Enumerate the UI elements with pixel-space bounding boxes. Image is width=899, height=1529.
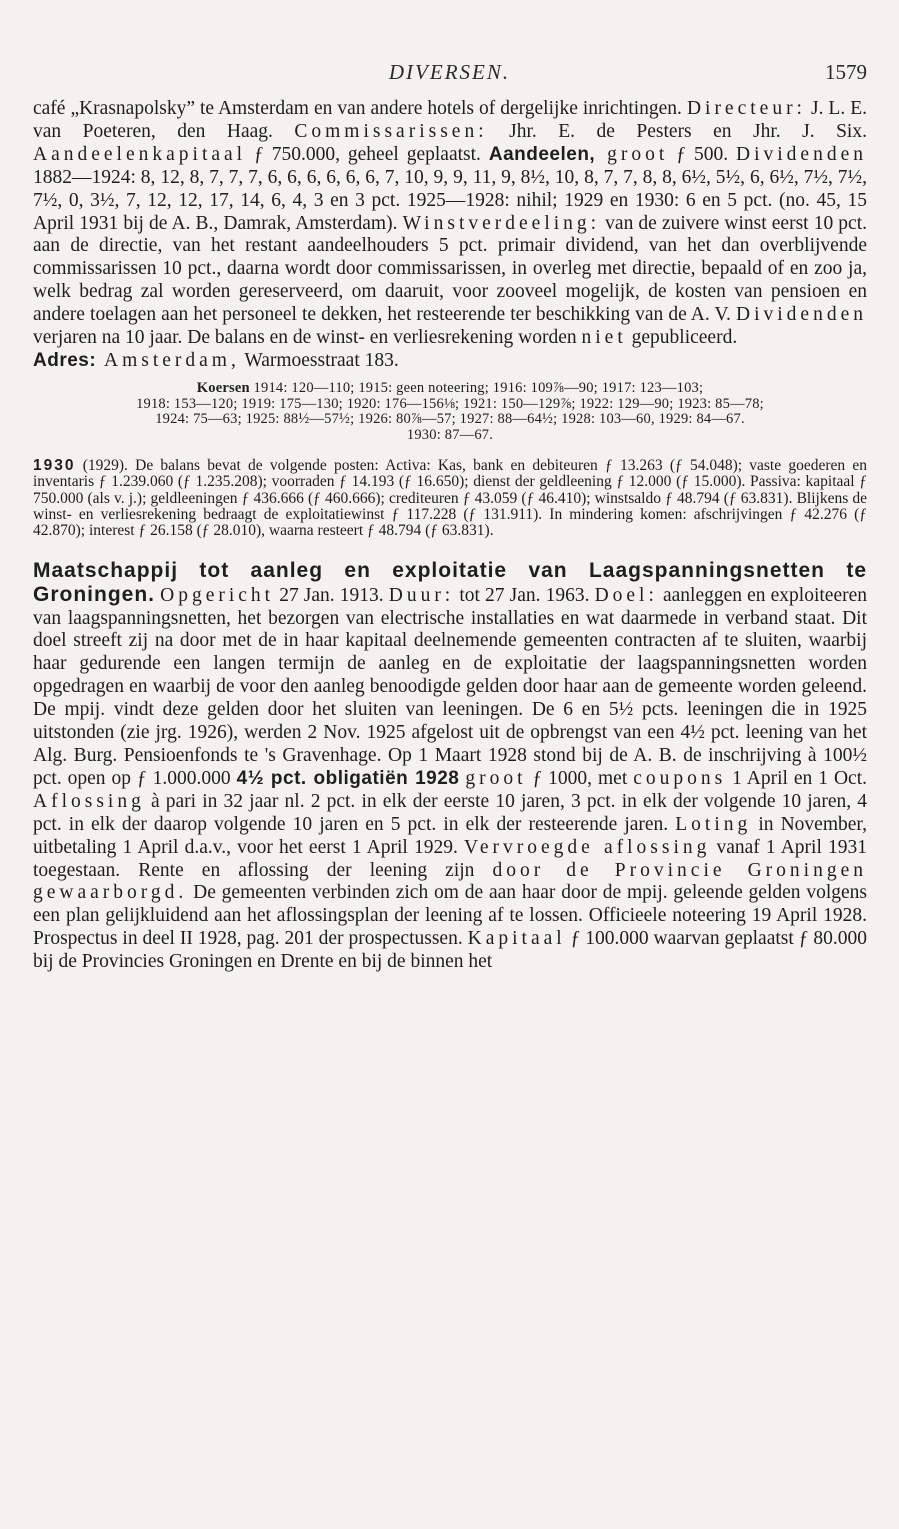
text-run: ƒ 100.000 waarvan geplaatst ƒ 80.000 bij de Provincies Groningen en Drente en bij de binnen het: [33, 928, 867, 973]
groot-label: groot: [465, 767, 527, 789]
directeur-label: Directeur:: [686, 98, 806, 119]
aflossing-label: Aflossing: [33, 790, 145, 812]
text-run: vanaf 1 April 1931 toegestaan. Rente en aflossing der leening zijn: [33, 836, 868, 881]
page-header: [0, 60, 899, 90]
adres-city: Amsterdam,: [96, 349, 240, 371]
balans-paragraph: [33, 458, 867, 540]
text-run: verjaren na 10 jaar. De balans en de winst- en verliesrekening worden: [33, 327, 582, 349]
text-run: De gemeenten verbinden zich om de aan haar door de mpij. geleende gelden volgens een plan gelijkluidend aan het aflossingsplan der leening af te lossen. Officieele noteering 19 April 1928. Prospectus in deel II 1928, pag. 201 der prospectussen.: [33, 882, 867, 950]
adres-street: Warmoesstraat 183.: [239, 349, 399, 371]
text-run: gepubliceerd.: [626, 327, 738, 349]
koersen-values: 1914: 120—110; 1915: geen noteering; 1916: 109⅞—90; 1917: 123—103;: [249, 379, 704, 396]
coupons-label: coupons: [633, 767, 727, 789]
obligatien-label: 4½ pct. obligatiën 1928: [236, 767, 460, 789]
text-run: aanleggen en exploiteeren van laagspanningsnetten, het bezorgen van electrische installaties en wat daarmede in verband staat. Dit doel streeft zij na door met de in haar kapitaal deelnemende gemeenten contracten af te sluiten, waarbij haar gedurende een langen termijn de aanleg en de exploitatie der laagspanningsnetten worden opgedragen en waarbij de voor den aanleg benoodigde gelden door haar aan de gemeente worden geleend. De mpij. vindt deze gelden door het sluiten van leeningen. De 6 en 5½ pcts. leeningen die in 1925 uitstonden (zie jrg. 1926), werden 2 Nov. 1925 afgelost uit de opbrengst van een 4½ pct. leening van het Alg. Burg. Pensioenfonds te 's Gravenhage. Op 1 Maart 1928 stond bij de A. B. de inschrijving à 100½ pct. open op ƒ 1.000.000: [33, 584, 867, 789]
dividenden-label: Dividenden: [736, 143, 867, 165]
koersen-line: 1930: 87—67.: [406, 426, 494, 443]
text-run: ƒ 1000, met: [526, 767, 634, 789]
commissarissen-label: Commissarissen:: [294, 120, 488, 142]
text-run: ƒ 750.000, geheel geplaatst.: [246, 143, 489, 165]
text-run: van de zuivere winst eerst 10 pct. aan de directie, van het restant aandeelhouders 5 pct. primair dividend, van het dan overblijvende commissarissen 10 pct., daarna wordt door commissarissen, in overleg met directie, bepaald of en zoo ja, welk bedrag zal worden gereserveerd, om daaruit, voor zooveel mogelijk, de kosten van pensioen en andere toelagen aan het personeel te dekken, het resteerende ter beschikking van de A. V.: [33, 212, 867, 326]
company-entry-paragraph: [33, 98, 867, 350]
balans-text: (1929). De balans bevat de volgende posten: Activa: Kas, bank en debiteuren ƒ 13.263 (ƒ 54.048); vaste goederen en inventaris ƒ 1.239.060 (ƒ 1.235.208); voorraden ƒ 14.193 (ƒ 16.650); dienst der geldleening ƒ 12.000 (ƒ 15.000). Passiva: kapitaal ƒ 750.000 (als v. j.); geldleeningen ƒ 436.666 (ƒ 460.666); crediteuren ƒ 43.059 (ƒ 46.410); winstsaldo ƒ 48.794 (ƒ 63.831). Blijkens de winst- en verliesrekening bedraagt de exploitatiewinst ƒ 117.228 (ƒ 131.911). In mindering komen: afschrijvingen ƒ 42.276 (ƒ 42.870); interest ƒ 26.158 (ƒ 28.010), waarna resteert ƒ 48.794 (ƒ 63.831).: [33, 456, 867, 540]
vervroegde-aflossing-label: Vervroegde aflossing: [463, 836, 711, 858]
niet-label: niet: [581, 327, 627, 349]
text-run: 27 Jan. 1913.: [274, 584, 389, 606]
koersen-line: [33, 381, 867, 397]
groot-label: groot: [595, 143, 669, 165]
text-run: in November, uitbetaling 1 April d.a.v., voor het eerst 1 April 1929.: [33, 813, 867, 858]
koersen-line: 1918: 153—120; 1919: 175—130; 1920: 176—156⅛; 1921: 150—129⅞; 1922: 129—90; 1923: 85—78;: [136, 395, 764, 412]
text-run: J. L. E. van Poeteren, den Haag.: [33, 98, 867, 142]
company-title: Maatschappij tot aanleg en exploitatie van Laagspanningsnetten te Groningen.: [33, 558, 867, 606]
text-run: 1 April en 1 Oct.: [726, 767, 867, 789]
body-text: [33, 98, 867, 974]
adres-label: Adres:: [33, 349, 97, 371]
text-run: café „Krasnapolsky” te Amsterdam en van andere hotels of dergelijke inrichtingen.: [33, 98, 687, 119]
text-run: 1882—1924: 8, 12, 8, 7, 7, 7, 6, 6, 6, 6, 6, 6, 7, 10, 9, 9, 11, 9, 8½, 10, 8, 7, 7, 8, 8, 6½, 5½, 6, 6½, 7½, 7½, 7½, 0, 3½, 7, 12, 12, 17, 14, 6, 4, 3 en 3 pct. 1925—1928: nihil; 1929 en 1930: 6 en 5 pct. (no. 45, 15 April 1931 bij de A. B., Damrak, Amsterdam).: [33, 166, 867, 234]
running-title: DIVERSEN.: [388, 60, 511, 84]
duur-label: Duur:: [388, 584, 455, 606]
koersen-label: Koersen: [196, 379, 250, 396]
company-entry-paragraph: [33, 560, 867, 974]
opgericht-label: Opgericht: [160, 584, 275, 606]
loting-label: Loting: [675, 813, 752, 835]
koersen-line: 1924: 75—63; 1925: 88½—57½; 1926: 80⅞—57; 1927: 88—64½; 1928: 103—60, 1929: 84—67.: [155, 411, 745, 428]
aandeelenkapitaal-label: Aandeelenkapitaal: [33, 143, 247, 165]
text-run: Jhr. E. de Pesters en Jhr. J. Six.: [487, 120, 867, 142]
koersen-block: [33, 381, 867, 444]
text-run: à pari in 32 jaar nl. 2 pct. in elk der eerste 10 jaren, 3 pct. in elk der volgende 10 jaren, 4 pct. in elk der daarop volgende 10 jaren en 5 pct. in elk der resteerende jaren.: [33, 790, 867, 835]
page-number: 1579: [825, 60, 867, 84]
address-line: [33, 350, 867, 373]
text-run: tot 27 Jan. 1963.: [454, 584, 595, 606]
aandeelen-label: Aandeelen,: [488, 143, 596, 165]
winstverdeeling-label: Winstverdeeling:: [402, 212, 601, 234]
kapitaal-label: Kapitaal: [467, 928, 566, 950]
balans-year: 1930: [33, 456, 76, 474]
doel-label: Doel:: [594, 584, 658, 606]
dividenden-label: Dividenden: [736, 304, 867, 326]
guarantee-label: door de Provincie Groningen gewaarborgd.: [33, 859, 867, 904]
text-run: ƒ 500.: [668, 143, 737, 165]
